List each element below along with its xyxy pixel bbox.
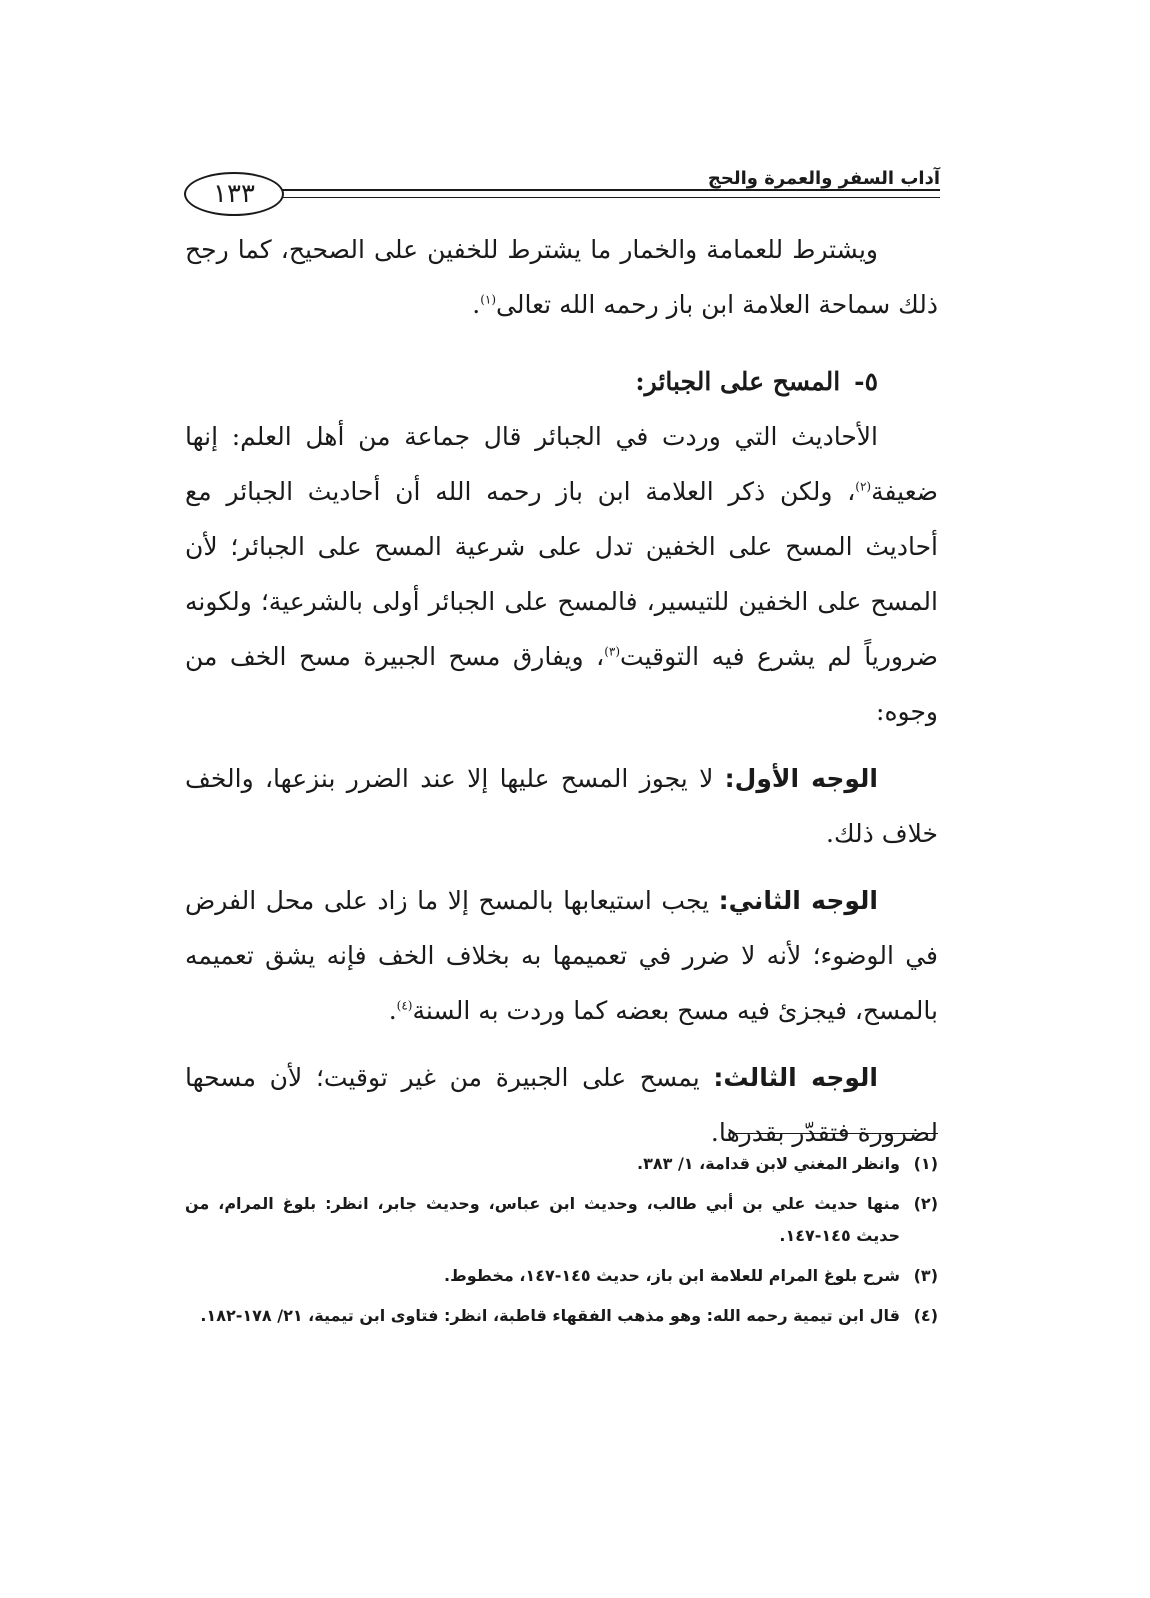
- footnote-text: شرح بلوغ المرام للعلامة ابن باز، حديث ١٤٥-١٤٧، مخطوط.: [444, 1266, 900, 1285]
- section-number: ٥-: [854, 367, 878, 396]
- footnote-ref: (٤): [396, 998, 413, 1013]
- footnote-ref: (١): [480, 292, 497, 307]
- section-title: المسح على الجبائر:: [635, 367, 841, 396]
- footnote-ref: (٢): [855, 479, 872, 494]
- book-title: آداب السفر والعمرة والحج: [707, 168, 940, 189]
- paragraph-text: ، ويفارق مسح الجبيرة مسح الخف من وجوه:: [185, 642, 938, 726]
- footnote-text: وانظر المغني لابن قدامة، ١/ ٣٨٣.: [637, 1154, 900, 1173]
- footnotes: [185, 1148, 938, 1340]
- punctuation: .: [388, 996, 397, 1025]
- point-third: [185, 1050, 938, 1160]
- point-label: الوجه الثالث:: [713, 1063, 878, 1092]
- footnote-text: قال ابن تيمية رحمه الله: وهو مذهب الفقهاء قاطبة، انظر: فتاوى ابن تيمية، ٢١/ ١٧٨-١٨٢.: [200, 1306, 900, 1325]
- point-second: [185, 873, 938, 1038]
- paragraph-turban: [185, 222, 938, 332]
- footnote-ref: (٣): [604, 644, 621, 659]
- footnote-text: منها حديث علي بن أبي طالب، وحديث ابن عباس، وحديث جابر، انظر: بلوغ المرام، من حديث ١٤٥-١٤٧.: [185, 1194, 900, 1245]
- paragraph-text: ، ولكن ذكر العلامة ابن باز رحمه الله أن أحاديث الجبائر مع أحاديث المسح على الخفين تدل على شرعية المسح على الجبائر؛ لأن المسح على الخفين للتيسير، فالمسح على الجبائر أولى بالشرعية؛ ولكونه ضرورياً لم يشرع فيه التوقيت: [185, 477, 938, 671]
- point-text: لا يجوز المسح عليها إلا عند الضرر بنزعها، والخف خلاف ذلك.: [185, 764, 938, 848]
- point-text: يجب استيعابها بالمسح إلا ما زاد على محل الفرض في الوضوء؛ لأنه لا ضرر في تعميمها به بخلاف الخف فإنه يشق تعميمه بالمسح، فيجزئ فيه مسح بعضه كما وردت به السنة: [185, 886, 938, 1025]
- paragraph-text: الأحاديث التي وردت في الجبائر قال جماعة من أهل العلم: إنها ضعيفة: [185, 422, 938, 506]
- footnote-separator: [732, 1133, 938, 1134]
- footnote-item: [185, 1148, 938, 1180]
- footnote-marker: (٣): [913, 1266, 938, 1285]
- footnote-marker: (٢): [913, 1194, 938, 1213]
- point-label: الوجه الثاني:: [718, 886, 878, 915]
- page-header: [180, 160, 940, 216]
- footnote-item: [185, 1260, 938, 1292]
- footnote-item: [185, 1188, 938, 1252]
- header-rule: [268, 189, 940, 198]
- point-text: يمسح على الجبيرة من غير توقيت؛ لأن مسحها لضرورة فتقدّر بقدرها.: [185, 1063, 938, 1147]
- punctuation: .: [472, 290, 481, 319]
- footnote-marker: (٤): [913, 1306, 938, 1325]
- point-label: الوجه الأول:: [724, 764, 878, 793]
- section-heading: [185, 354, 938, 409]
- footnote-marker: (١): [913, 1154, 938, 1173]
- page-number: ١٣٣: [184, 172, 284, 216]
- point-first: [185, 751, 938, 861]
- main-text: [185, 222, 938, 1160]
- paragraph-splints: [185, 409, 938, 739]
- paragraph-text: ويشترط للعمامة والخمار ما يشترط للخفين على الصحيح، كما رجح ذلك سماحة العلامة ابن باز رحمه الله تعالى: [185, 235, 938, 319]
- footnote-item: [185, 1300, 938, 1332]
